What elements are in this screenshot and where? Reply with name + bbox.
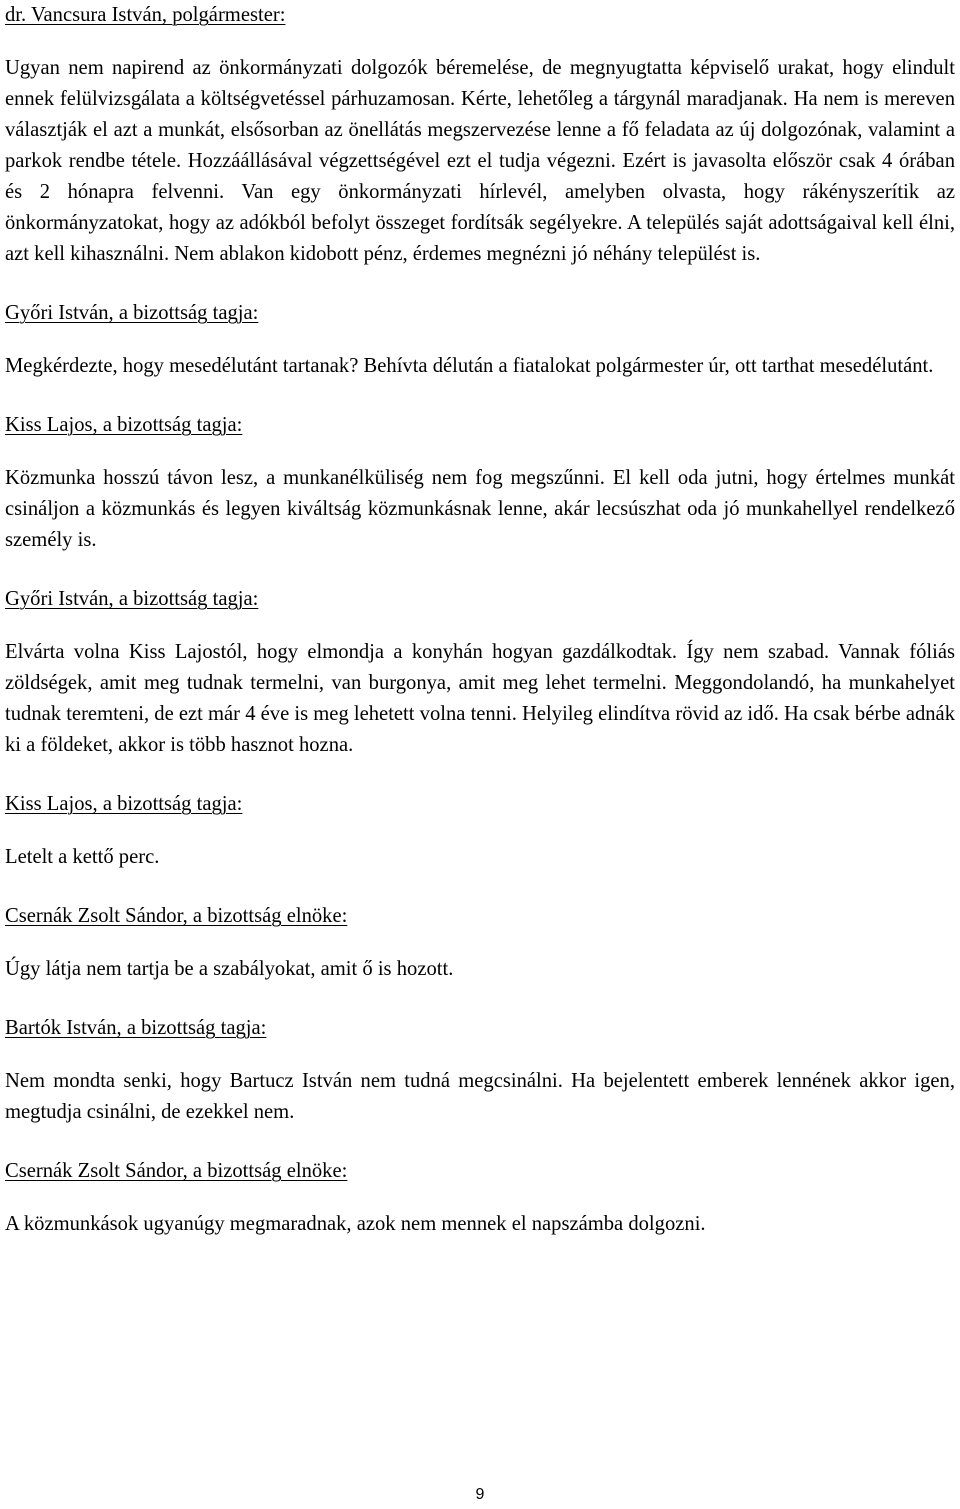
speaker-name: dr. Vancsura István, polgármester: xyxy=(5,4,286,26)
speech-block-6 xyxy=(5,901,955,985)
speech-text: Megkérdezte, hogy mesedélutánt tartanak? Behívta délután a fiatalokat polgármester úr, ott tarthat mesedélutánt. xyxy=(5,355,934,377)
speech-block-5 xyxy=(5,789,955,873)
speech-text: Ugyan nem napirend az önkormányzati dolgozók béremelése, de megnyugtatta képviselő urakat, hogy elindult ennek felülvizsgálata a költségvetéssel párhuzamosan. Kérte, lehetőleg a tárgynál maradjanak. Ha nem is mereven választják el azt a munkát, elsősorban az önellátás megszervezése lenne a fő feladata az új dolgozónak, valamint a parkok rendbe tétele. Hozzáállásával végzettségével ezt el tudja végezni. Ezért is javasolta először csak 4 órában és 2 hónapra felvenni. Van egy önkormányzati hírlevél, amelyben olvasta, hogy rákényszerítik az önkormányzatokat, hogy az adókból befolyt összeget fordítsák segélyekre. A település saját adottságaival kell élni, azt kell kihasználni. Nem ablakon kidobott pénz, érdemes megnézni jó néhány települést is. xyxy=(5,57,955,265)
speech-text: Elvárta volna Kiss Lajostól, hogy elmondja a konyhán hogyan gazdálkodtak. Így nem szabad. Vannak fóliás zöldségek, amit meg tudnak termelni, van burgonya, amit meg lehet termelni. Meggondolandó, ha munkahelyet tudnak teremteni, de ezt már 4 éve is meg lehetett volna tenni. Helyileg elindítva rövid az idő. Ha csak bérbe adnák ki a földeket, akkor is több hasznot hozna. xyxy=(5,641,955,756)
speech-text: Nem mondta senki, hogy Bartucz István nem tudná megcsinálni. Ha bejelentett emberek lennének akkor igen, megtudja csinálni, de ezekkel nem. xyxy=(5,1070,955,1123)
speaker-name: Kiss Lajos, a bizottság tagja: xyxy=(5,793,243,815)
speech-text: Letelt a kettő perc. xyxy=(5,846,160,868)
speech-text: Közmunka hosszú távon lesz, a munkanélküliség nem fog megszűnni. El kell oda jutni, hogy értelmes munkát csináljon a közmunkás és legyen kiváltság közmunkásnak lenne, akár lecsúszhat oda jó munkahellyel rendelkező személy is. xyxy=(5,467,955,551)
speaker-name: Győri István, a bizottság tagja: xyxy=(5,302,259,324)
speech-block-2 xyxy=(5,298,955,382)
speech-block-4 xyxy=(5,584,955,761)
speech-text: A közmunkások ugyanúgy megmaradnak, azok nem mennek el napszámba dolgozni. xyxy=(5,1213,706,1235)
speech-block-1 xyxy=(5,0,955,270)
speaker-name: Kiss Lajos, a bizottság tagja: xyxy=(5,414,243,436)
speaker-name: Győri István, a bizottság tagja: xyxy=(5,588,259,610)
page-number: 9 xyxy=(475,1486,485,1503)
document-page xyxy=(5,0,955,1240)
speaker-name: Csernák Zsolt Sándor, a bizottság elnöke: xyxy=(5,1160,348,1182)
speaker-name: Bartók István, a bizottság tagja: xyxy=(5,1017,267,1039)
speech-block-3 xyxy=(5,410,955,556)
speech-block-8 xyxy=(5,1156,955,1240)
speaker-name: Csernák Zsolt Sándor, a bizottság elnöke: xyxy=(5,905,348,927)
speech-text: Úgy látja nem tartja be a szabályokat, amit ő is hozott. xyxy=(5,958,454,980)
speech-block-7 xyxy=(5,1013,955,1128)
